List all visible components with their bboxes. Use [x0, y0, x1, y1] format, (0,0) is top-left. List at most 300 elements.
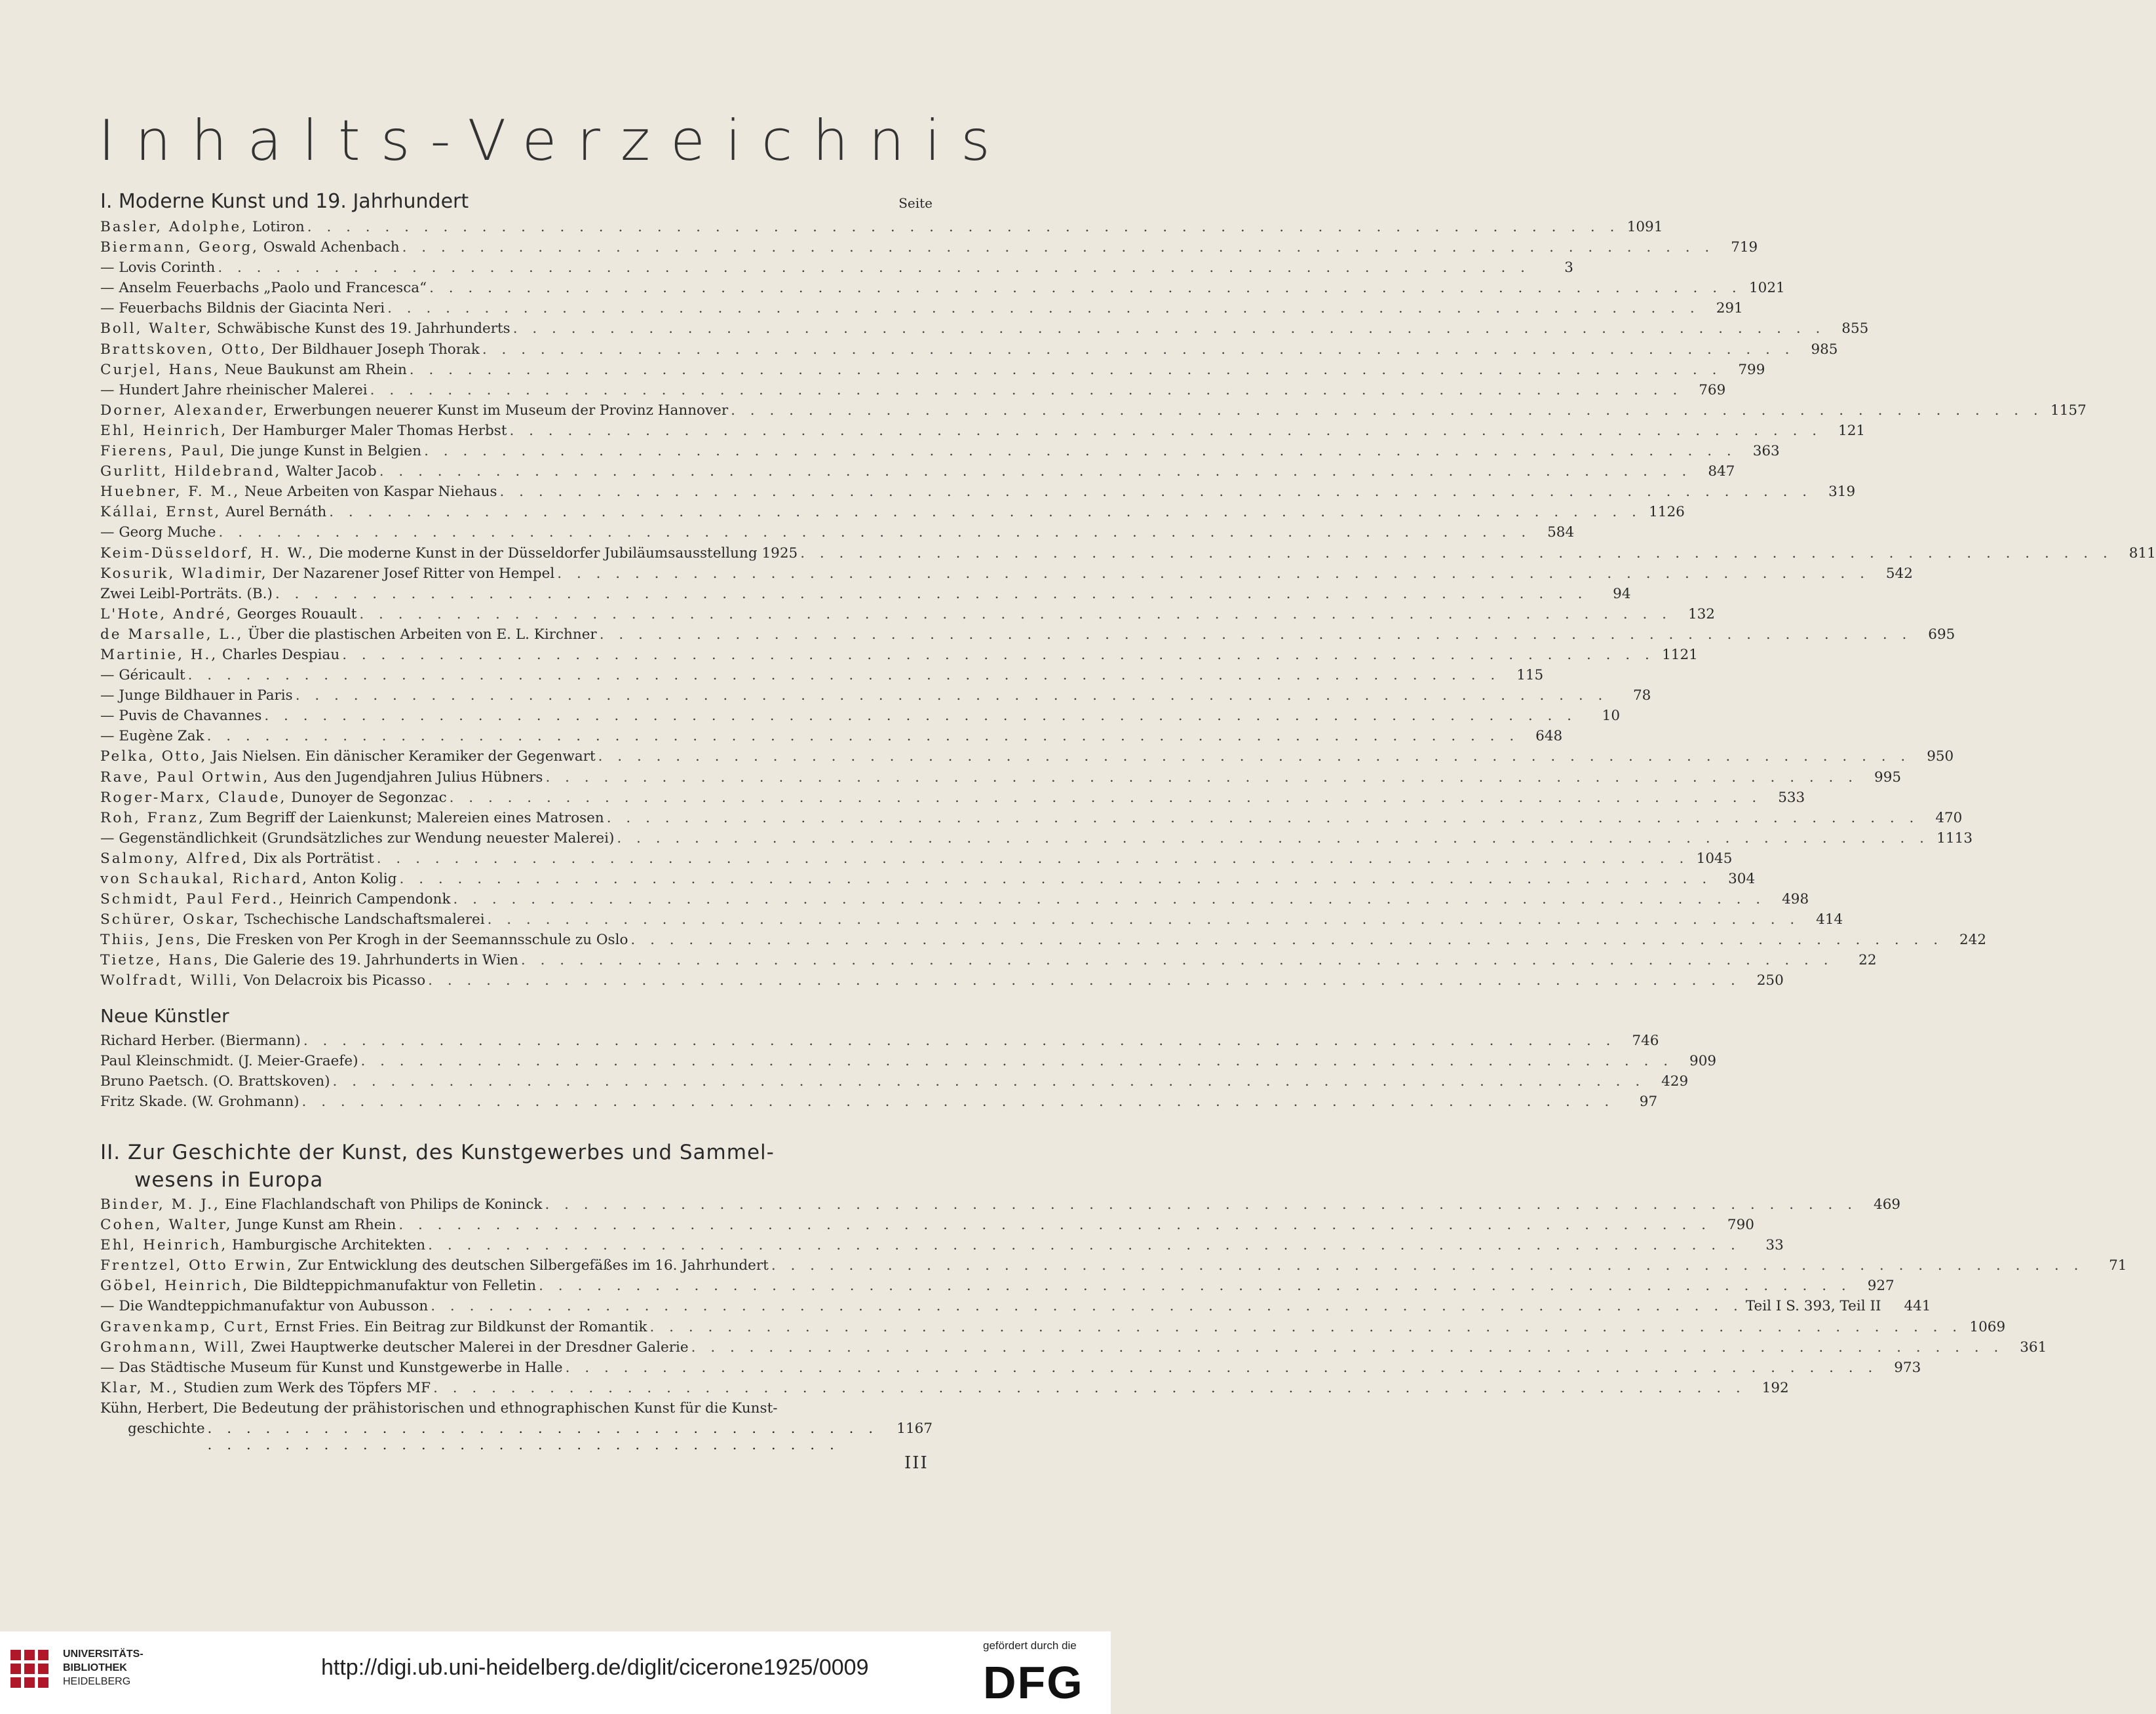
toc-entry — [100, 300, 1743, 320]
toc-entry — [100, 1339, 2047, 1360]
toc-entry — [100, 463, 1735, 484]
entry-title: Zur Entwicklung des deutschen Silbergefäßes im 16. Jahrhundert — [298, 1257, 769, 1274]
entry-page: 71 — [2109, 1257, 2127, 1274]
leader-dots: . . . . . . . . . . . . . . . . . . . . . . . . . . . . . . . . . . . . . . . . . . . . . . . . . . . . . . . . . . . . . . . . . . . . — [731, 402, 2043, 419]
entry-author: Ehl, Heinrich, — [100, 422, 228, 439]
leader-dots: . . . . . . . . . . . . . . . . . . . . . . . . . . . . . . . . . . . . . . . . . . . . . . . . . . . . . . . . . . . . . . . . . . . . — [402, 239, 1715, 256]
leader-dots: . . . . . . . . . . . . . . . . . . . . . . . . . . . . . . . . . . . . . . . . . . . . . . . . . . . . . . . . . . . . . . . . . . . . — [206, 728, 1520, 745]
entry-page: 799 — [1738, 361, 1765, 378]
entry-page: 542 — [1885, 565, 1913, 582]
entry-text — [100, 972, 425, 989]
entry-title: Aus den Jugendjahren Julius Hübners — [274, 769, 543, 786]
leader-dots: . . . . . . . . . . . . . . . . . . . . . . . . . . . . . . . . . . . . . . . . . . . . . . . . . . . . . . . . . . . . . . . . . . . . — [606, 809, 1919, 826]
seite-label: Seite — [898, 195, 933, 211]
section2-heading-line1: II. Zur Geschichte der Kunst, des Kunstgewerbes und Sammel- — [100, 1140, 775, 1164]
entry-page: 847 — [1708, 463, 1735, 480]
entry-page: 363 — [1752, 443, 1780, 460]
toc-entry — [100, 524, 1575, 544]
entry-text — [100, 1033, 301, 1049]
entry-title: Dunoyer de Segonzac — [291, 789, 447, 806]
leader-dots: . . . . . . . . . . . . . . . . . . . . . . . . . . . . . . . . . . . . . . . . . . . . . . . . . . . . . . . . . . . . . . . . . . . . — [379, 463, 1692, 480]
entry-author: Wolfradt, Willi, — [100, 972, 239, 989]
leader-dots: . . . . . . . . . . . . . . . . . . . . . . . . . . . . . . . . . . . . . . . . . . . . . . . . . . . . . . . . . . . . . . . . . . . . — [428, 972, 1741, 989]
entry-page: 361 — [2020, 1339, 2047, 1356]
entry-text — [100, 443, 421, 459]
source-url-link[interactable]: http://digi.ub.uni-heidelberg.de/diglit/cicerone1925/0009 — [321, 1655, 869, 1680]
entry-page: 78 — [1632, 687, 1651, 704]
section2-heading — [100, 1139, 933, 1194]
entry-text — [100, 810, 604, 826]
leader-dots: . . . . . . . . . . . . . . . . . . . . . . . . . . . . . . . . . . . . . . . . . . . . . . . . . . . . . . . . . . . . . . . . . . . . — [545, 1196, 1858, 1213]
subsection-heading: Neue Künstler — [100, 1004, 229, 1027]
toc-entry — [100, 381, 1726, 402]
entry-page: 469 — [1874, 1196, 1901, 1213]
leader-dots: . . . . . . . . . . . . . . . . . . . . . . . . . . . . . . . . . . . . . . . . . . . . . . . . . . . . . . . . . . . . . . . . . . . . — [539, 1278, 1851, 1295]
entry-title: Erwerbungen neuerer Kunst im Museum der Provinz Hannover — [273, 402, 729, 419]
entry-text — [100, 1278, 536, 1294]
leader-dots: . . . . . . . . . . . . . . . . . . . . . . . . . . . . . . . . . . . . . . . . . . . . . . . . . . . . . . . . . . . . . . . . . . . . — [307, 219, 1620, 235]
leader-dots: . . . . . . . . . . . . . . . . . . . . . . . . . . . . . . . . . . . . . . . . . . . . . . . . . . . . . . . . . . . . . . . . . . . . — [617, 829, 1929, 847]
entry-page: 927 — [1867, 1278, 1895, 1295]
entry-author: Binder, M. J., — [100, 1196, 220, 1213]
toc-entry — [100, 829, 1973, 850]
toc-entry — [100, 361, 1765, 382]
leader-dots: . . . . . . . . . . . . . . . . . . . . . . . . . . . . . . . . . . . . . . . . . . . . . . . . . . . . . . . . . . . . . . . . . . . . — [301, 1093, 1615, 1110]
entry-page: 3 — [1564, 259, 1573, 276]
entry-author: von Schaukal, Richard, — [100, 871, 309, 887]
entry-author: Grohmann, Will, — [100, 1339, 246, 1356]
toc-entry — [100, 871, 1756, 891]
entry-title: Neue Arbeiten von Kaspar Niehaus — [244, 484, 497, 501]
leader-dots: . . . . . . . . . . . . . . . . . . . . . . . . . . . . . . . . . . . . . . . . . . . . . . . . . . . . . . . . . . . . . . . . . . . . — [433, 1379, 1746, 1396]
toc-entry — [100, 891, 1809, 911]
entry-page: 719 — [1731, 239, 1758, 256]
entry-title: Schwäbische Kunst des 19. Jahrhunderts — [217, 320, 510, 337]
page-number: III — [904, 1453, 929, 1473]
entry-author: Basler, Adolphe, — [100, 219, 248, 235]
library-name-line: BIBLIOTHEK — [63, 1662, 127, 1673]
entry-text — [100, 911, 485, 928]
entry-page: 790 — [1727, 1217, 1754, 1234]
leader-dots: . . . . . . . . . . . . . . . . . . . . . . . . . . . . . . . . . . . . . . . . . . . . . . . . . . . . . . . . . . . . . . . . . . . . — [387, 300, 1700, 317]
entry-author: Tietze, Hans, — [100, 952, 220, 969]
leader-dots: . . . . . . . . . . . . . . . . . . . . . . . . . . . . . . . . . . . . . . . . . . . . . . . . . . . . . . . . . . . . . . . . . . . . — [264, 708, 1577, 725]
entry-page: 1045 — [1696, 850, 1733, 867]
leader-dots: . . . . . . . . . . . . . . . . . . . . . . . . . . . . . . . . . . . . . . . . . . . . . . . . . . . . . . . . . . . . . . . . . . . . — [691, 1339, 2004, 1356]
entry-text — [100, 790, 447, 806]
entry-title-continued: geschichte — [128, 1420, 205, 1437]
entry-page: 429 — [1661, 1073, 1689, 1090]
toc-entry — [100, 1298, 1931, 1318]
entry-author: Curjel, Hans, — [100, 361, 220, 378]
entry-title: Die junge Kunst in Belgien — [230, 443, 422, 460]
entry-page: 97 — [1639, 1093, 1658, 1110]
leader-dots: . . . . . . . . . . . . . . . . . . . . . . . . . . . . . . . . . . . . . . . . . . . . . . . . . . . . . . . . . . . . . . . . . . . . — [218, 259, 1530, 276]
toc-entry — [100, 1073, 1689, 1094]
entry-author: Gurlitt, Hildebrand, — [100, 463, 282, 480]
entry-text — [100, 952, 518, 968]
leader-dots: . . . . . . . . . . . . . . . . . . . . . . . . . . . . . . . . . . . . . . . . . . . . . . . . . . . . . . . . . . . . . . . . . . . . — [399, 871, 1712, 887]
entry-page: 132 — [1687, 605, 1715, 622]
entry-text — [100, 504, 326, 520]
toc-entry — [100, 1400, 933, 1453]
entry-title: — Lovis Corinth — [100, 259, 216, 276]
entry-text — [100, 1053, 358, 1069]
leader-dots: . . . . . . . . . . . . . . . . . . . . . . . . . . . . . . . . . . . . . . . . . . . . . . . . . . . . . . . . . . . . . . . . . . . . — [376, 850, 1689, 867]
leader-dots: . . . . . . . . . . . . . . . . . . . . . . . . . . . . . . . . . . . . . . . . . . . . . . . . . . . . . . . . . . . . . . . . . . . . — [630, 932, 1944, 949]
leader-dots: . . . . . . . . . . . . . . . . . . . . . . . . . . . . . . . . . . . . . . . . . . . . . . . . . . . . . . . . . . . . . . . . . . . . — [487, 911, 1800, 928]
entry-text — [100, 239, 400, 256]
entry-page: 1021 — [1748, 280, 1785, 297]
toc-entry — [100, 422, 1866, 443]
leader-dots: . . . . . . . . . . . . . . . . . . . . . . . . . . . . . . . . . . . . . . . . . . . . . . . . . . . . . . . . . . . . . . . . . . . . — [520, 952, 1834, 969]
entry-title: Paul Kleinschmidt. (J. Meier-Graefe) — [100, 1052, 358, 1069]
entry-text — [100, 932, 628, 948]
entry-text — [100, 748, 596, 765]
entry-line — [100, 1420, 933, 1453]
toc-entry — [100, 585, 1631, 606]
entry-author: Göbel, Heinrich, — [100, 1278, 250, 1295]
entry-title: Die Fresken von Per Krogh in der Seemannsschule zu Oslo — [206, 932, 628, 949]
toc-entry — [100, 1318, 2006, 1339]
leader-dots: . . . . . . . . . . . . . . . . . . . . . . . . . . . . . . . . . . . . . . . . . . . . . . . . . . . . . . . . . . . . . . . . . . . . — [332, 1073, 1646, 1090]
entry-title: — Feuerbachs Bildnis der Giacinta Neri — [100, 300, 385, 317]
funding-note: gefördert durch die — [983, 1639, 1077, 1652]
toc-entry — [100, 443, 1780, 463]
entry-author: Rave, Paul Ortwin, — [100, 769, 270, 786]
entry-text — [100, 1339, 689, 1356]
entry-title: Der Nazarener Josef Ritter von Hempel — [272, 565, 555, 582]
entry-text — [100, 687, 293, 704]
entry-text — [100, 830, 614, 847]
dfg-logo-text: DFG — [983, 1657, 1084, 1708]
entry-author: Schmidt, Paul Ferd., — [100, 891, 286, 908]
leader-dots: . . . . . . . . . . . . . . . . . . . . . . . . . . . . . . . . . . . . . . . . . . . . . . . . . . . . . . . . . . . . . . . . . . . . — [329, 504, 1642, 521]
toc-entry — [100, 769, 1902, 790]
leader-dots: . . . . . . . . . . . . . . . . . . . . . . . . . . . . . . . . . . . . . . . . . . . . . . . . . . . . . . . . . . . . . . . . . . . . — [370, 381, 1683, 398]
toc-entry — [100, 219, 1663, 239]
entry-title: Lotiron — [252, 219, 305, 235]
entry-text — [100, 1217, 396, 1233]
entry-author: Kosurik, Wladimir, — [100, 565, 268, 582]
entry-page: 319 — [1828, 484, 1856, 501]
library-name — [63, 1647, 144, 1688]
entry-author: Brattskoven, Otto, — [100, 341, 267, 358]
leader-dots: . . . . . . . . . . . . . . . . . . . . . . . . . . . . . . . . . . . . . . . . . . . . . . . . . . . . . . . . . . . . . . . . . . . . — [431, 1298, 1743, 1315]
toc-content — [100, 190, 2156, 1453]
toc-entry — [100, 1257, 2127, 1278]
entry-title: — Gegenständlichkeit (Grundsätzliches zur Wendung neuester Malerei) — [100, 829, 615, 847]
leader-dots: . . . . . . . . . . . . . . . . . . . . . . . . . . . . . . . . . . . . . . . . . . . . . . . . . . . . . . . . . . . . . . . . . . . . — [649, 1318, 1963, 1335]
leader-dots: . . . . . . . . . . . . . . . . . . . . . . . . . . . . . . . . . . . . . . . . . . . . . . . . . . . . . . . . . . . . . . . . . . . . — [360, 1052, 1674, 1069]
entry-author: Gravenkamp, Curt, — [100, 1318, 271, 1335]
entry-text — [100, 463, 377, 480]
entry-text — [100, 280, 427, 296]
entry-page: 291 — [1716, 300, 1743, 317]
entry-text — [100, 1073, 330, 1090]
leader-dots: . . . . . . . . . . . . . . . . . . . . . . . . . . . . . . . . . . . . . . . . . . . . . . . . . . . . . . . . . . . . . . . . . . . . — [359, 605, 1672, 622]
leader-dots: . . . . . . . . . . . . . . . . . . . . . . . . . . . . . . . . . . . . . . . . . . . . . . . . . . . . . . . . . . . . . . . . . . . . — [557, 565, 1870, 582]
entry-title: Oswald Achenbach — [263, 239, 400, 256]
entry-page: 695 — [1928, 626, 1955, 643]
entry-author: Pelka, Otto, — [100, 748, 208, 765]
entry-text — [100, 1319, 647, 1335]
entry-page: 1091 — [1627, 219, 1663, 235]
entry-text — [100, 1237, 425, 1253]
entry-title: — Das Städtische Museum für Kunst und Kunstgewerbe in Halle — [100, 1359, 563, 1376]
entry-text — [100, 626, 597, 643]
leader-dots: . . . . . . . . . . . . . . . . . . . . . . . . . . . . . . . . . . . . . . . . . . . . . . . . . . . . . . . . . . . . . . . . . . . . — [509, 422, 1822, 439]
section2-heading-line2: wesens in Europa — [134, 1168, 324, 1192]
leader-dots: . . . . . . . . . . . . . . . . . . . . . . . . . . . . . . . . . . . . . . . . . . . . . . . . . . . . . . . . . . . . . . . . . . . . — [453, 891, 1766, 908]
entry-title: — Géricault — [100, 667, 185, 684]
leader-dots: . . . . . . . . . . . . . . . . . . . . . . . . . . . . . . . . . . . . . . . . . . . . . . . . . . . . . . . . . . . . . . . . . . . . — [800, 544, 2113, 562]
entry-text — [100, 300, 385, 316]
entry-title: Die moderne Kunst in der Düsseldorfer Jubiläumsausstellung 1925 — [318, 544, 798, 562]
entry-page: 470 — [1935, 809, 1963, 826]
entry-page: 441 — [1904, 1298, 1931, 1315]
entry-title: Studien zum Werk des Töpfers MF — [183, 1379, 431, 1396]
toc-entry — [100, 809, 1963, 830]
toc-entry — [100, 605, 1715, 626]
entry-page: 498 — [1782, 891, 1809, 908]
entry-title: Zum Begriff der Laienkunst; Malereien eines Matrosen — [209, 809, 604, 826]
entry-title: Hamburgische Architekten — [232, 1237, 426, 1254]
leader-dots: . . . . . . . . . . . . . . . . . . . . . . . . . . . . . . . . . . . . . . . . . . . . . . . . . . . . . . . . . . . . . . . . . . . . — [482, 341, 1795, 358]
library-name-line: HEIDELBERG — [63, 1676, 131, 1687]
toc-entry — [100, 687, 1651, 708]
entry-text — [100, 320, 510, 337]
entry-text — [100, 545, 798, 562]
entry-author: Frentzel, Otto Erwin, — [100, 1257, 294, 1274]
entry-page: 985 — [1811, 341, 1838, 358]
entry-title: Dix als Porträtist — [253, 850, 374, 867]
entry-title: — Anselm Feuerbachs „Paolo und Francesca“ — [100, 280, 427, 297]
toc-entry — [100, 259, 1573, 280]
toc-entry — [100, 1237, 1784, 1257]
entry-text — [100, 402, 728, 419]
entry-page: 1126 — [1649, 504, 1685, 521]
toc-entry — [100, 728, 1563, 748]
entry-text — [100, 565, 554, 582]
entry-author: Ehl, Heinrich, — [100, 1237, 228, 1254]
entry-text — [100, 586, 273, 602]
entry-author: Biermann, Georg, — [100, 239, 259, 256]
leader-dots: . . . . . . . . . . . . . . . . . . . . . . . . . . . . . . . . . . . . . . . . . . . . . . . . . . . . . . . . . . . . . . . . . . . . — [599, 626, 1912, 643]
entry-text — [100, 1360, 563, 1376]
leader-dots: . . . . . . . . . . . . . . . . . . . . . . . . . . . . . . . . . . . . . . . . . . . . . . . . . . . . . . . . . . . . . . . . . . . . — [295, 687, 1608, 704]
toc-entry — [100, 667, 1544, 687]
toc-entry — [100, 952, 1877, 972]
entry-text — [100, 1298, 428, 1314]
entry-text — [100, 362, 407, 378]
leader-dots: . . . . . . . . . . . . . . . . . . . . . . . . . . . . . . . . . . . . . . . . . . . . . . . . . . . . . . . . . . . . . . . . . . . . — [275, 585, 1588, 602]
entry-author: de Marsalle, L., — [100, 626, 244, 643]
entry-title: — Puvis de Chavannes — [100, 708, 262, 725]
entry-title: Eine Flachlandschaft von Philips de Koninck — [224, 1196, 543, 1213]
entry-author: Boll, Walter, — [100, 320, 213, 337]
entry-author: Dorner, Alexander, — [100, 402, 269, 419]
toc-entry — [100, 239, 1758, 259]
entry-author: Huebner, F. M., — [100, 484, 241, 501]
entry-title: Die Bildteppichmanufaktur von Felletin — [254, 1278, 537, 1295]
entry-author: Fierens, Paul, — [100, 443, 226, 460]
entry-page: 746 — [1632, 1032, 1659, 1049]
toc-entry — [100, 320, 1869, 341]
toc-entry — [100, 1379, 1789, 1400]
entry-text — [100, 382, 368, 398]
toc-entry — [100, 1359, 1921, 1380]
entry-text — [100, 484, 497, 500]
entry-author: Keim-Düsseldorf, H. W., — [100, 544, 315, 562]
entry-title: — Hundert Jahre rheinischer Malerei — [100, 381, 368, 398]
leader-dots: . . . . . . . . . . . . . . . . . . . . . . . . . . . . . . . . . . . . . . . . . . . . . . . . . . . . . . . . . . . . . . . . . . . . — [398, 1217, 1711, 1234]
leader-dots: . . . . . . . . . . . . . . . . . . . . . . . . . . . . . . . . . . . . . . . . . . . . . . . . . . . . . . . . . . . . . . . . . . . . — [512, 320, 1826, 337]
entry-page: 584 — [1547, 524, 1575, 541]
entry-title: Über die plastischen Arbeiten von E. L. Kirchner — [248, 626, 597, 643]
entry-title: Richard Herber. (Biermann) — [100, 1032, 301, 1049]
toc-entry — [100, 850, 1733, 871]
footer-bar — [0, 1631, 1111, 1714]
entry-page: 855 — [1841, 320, 1869, 337]
toc-entry — [100, 402, 2087, 423]
entry-title: Von Delacroix bis Picasso — [243, 972, 426, 989]
entry-author: Kállai, Ernst, — [100, 504, 221, 521]
toc-entry — [100, 565, 1913, 586]
entry-author: Schürer, Oskar, — [100, 911, 241, 928]
entry-page: 115 — [1516, 667, 1544, 684]
library-name-line: UNIVERSITÄTS- — [63, 1648, 144, 1660]
entry-text — [100, 728, 204, 744]
entry-title: Aurel Bernáth — [225, 504, 327, 521]
entry-title: Georges Rouault — [237, 605, 357, 622]
university-library-logo-icon — [10, 1650, 48, 1688]
entry-text — [100, 850, 374, 867]
toc-entry — [100, 341, 1838, 362]
entry-author: Roh, Franz, — [100, 809, 205, 826]
entry-text — [100, 708, 261, 724]
section-heading — [100, 190, 933, 219]
leader-dots: . . . . . . . . . . . . . . . . . . . . . . . . . . . . . . . . . . . . . . . . . . . . . . . . . . . . . . . . . . . . . . . . . . . . — [565, 1359, 1878, 1376]
toc-entry — [100, 911, 1843, 932]
entry-title: Fritz Skade. (W. Grohmann) — [100, 1093, 299, 1110]
entry-author: Cohen, Walter, — [100, 1217, 233, 1234]
toc-entry — [100, 932, 1987, 952]
dfg-logo-icon — [983, 1657, 1101, 1708]
leader-dots: . . . . . . . . . . . . . . . . . . . . . . . . . . . . . . . . . . . . . . . . . . . . . . . . . . . . . . . . . . . . . . . . . . . . — [409, 361, 1722, 378]
leader-dots: . . . . . . . . . . . . . . . . . . . . . . . . . . . . . . . . . . . . . . . . . . . . . . . . . . . . . . . . . . . . . . . . . . . . — [545, 769, 1858, 786]
toc-entry — [100, 708, 1621, 728]
entry-page: 304 — [1728, 871, 1756, 887]
entry-text — [100, 1094, 299, 1110]
entry-title: Bruno Paetsch. (O. Brattskoven) — [100, 1073, 330, 1090]
toc-entry — [100, 1278, 1895, 1298]
entry-author: Roger-Marx, Claude, — [100, 789, 287, 806]
entry-text — [100, 1196, 542, 1213]
entry-page: 648 — [1535, 728, 1563, 745]
entry-page: 811 — [2128, 544, 2156, 562]
entry-text — [100, 219, 305, 235]
entry-page: 121 — [1838, 422, 1866, 439]
entry-page: 769 — [1699, 381, 1726, 398]
leader-dots: . . . . . . . . . . . . . . . . . . . . . . . . . . . . . . . . . . . . . . . . . . . . . . . . . . . . . . . . . . . . . . . . . . . . — [424, 443, 1737, 460]
entry-text — [100, 871, 397, 887]
entry-text — [100, 606, 356, 622]
leader-dots: . . . . . . . . . . . . . . . . . . . . . . . . . . . . . . . . . . . . . . . . . . . . . . . . . . . . . . . . . . . . . . . . . . . . — [499, 484, 1813, 501]
entry-page: 973 — [1894, 1359, 1921, 1376]
entry-text — [100, 423, 507, 439]
entry-title: Zwei Hauptwerke deutscher Malerei in der Dresdner Galerie — [250, 1339, 689, 1356]
toc-entry — [100, 748, 1954, 769]
entry-text — [100, 259, 215, 276]
toc-entry — [100, 789, 1805, 810]
entry-page: 250 — [1756, 972, 1784, 989]
entry-title: Junge Kunst am Rhein — [237, 1217, 396, 1234]
entry-title: Der Bildhauer Joseph Thorak — [271, 341, 480, 358]
entry-title: — Junge Bildhauer in Paris — [100, 687, 293, 704]
toc-entry — [100, 1196, 1901, 1217]
entry-page: 22 — [1858, 952, 1877, 969]
entry-title: Jais Nielsen. Ein dänischer Keramiker der Gegenwart — [212, 748, 596, 765]
entry-title: Die Bedeutung der prähistorischen und ethnographischen Kunst für die Kunst- — [212, 1400, 778, 1417]
entry-page: 192 — [1761, 1379, 1789, 1396]
entry-page: 1157 — [2050, 402, 2087, 419]
section1-list — [100, 219, 2156, 993]
entry-page: 1121 — [1662, 646, 1698, 663]
entry-page: 1113 — [1936, 829, 1973, 847]
entry-page: 1069 — [1969, 1318, 2006, 1335]
toc-entry — [100, 484, 1856, 504]
toc-entry — [100, 504, 1685, 524]
toc-entry — [100, 972, 1784, 993]
entry-page: 414 — [1816, 911, 1843, 928]
entry-title: Die Galerie des 19. Jahrhunderts in Wien — [224, 952, 518, 969]
entry-page: 950 — [1927, 748, 1954, 765]
leader-dots: . . . . . . . . . . . . . . . . . . . . . . . . . . . . . . . . . . . . . . . . . . . . . . . . . . . . . . . . . . . . . . . . . . . . — [218, 524, 1531, 541]
neue-kuenstler-list — [100, 1032, 1717, 1114]
entry-text — [100, 647, 339, 663]
toc-entry — [100, 544, 2156, 565]
entry-page: 10 — [1602, 708, 1621, 725]
toc-entry — [100, 646, 1698, 667]
entry-title: Heinrich Campendonk — [289, 891, 451, 908]
leader-dots: . . . . . . . . . . . . . . . . . . . . . . . . . . . . . . . . . . . . . . . . . . . . . . . . . . . . . . . . . . . . . . . . . . . . — [771, 1257, 2084, 1274]
leader-dots: . . . . . . . . . . . . . . . . . . . . . . . . . . . . . . . . . . . . . . . . . . . . . . . . . . . . . . . . . . . . . . . . . . . . — [207, 1420, 879, 1453]
toc-entry — [100, 280, 1785, 300]
entry-title: Zwei Leibl-Porträts. (B.) — [100, 585, 273, 602]
entry-author: Salmony, Alfred, — [100, 850, 249, 867]
entry-text — [100, 524, 216, 541]
entry-text — [100, 341, 480, 358]
entry-text — [100, 1380, 431, 1396]
section-title: I. Moderne Kunst und 19. Jahrhundert — [100, 190, 469, 213]
leader-dots: . . . . . . . . . . . . . . . . . . . . . . . . . . . . . . . . . . . . . . . . . . . . . . . . . . . . . . . . . . . . . . . . . . . . — [429, 280, 1742, 297]
entry-line — [100, 1400, 933, 1420]
entry-title: — Eugène Zak — [100, 728, 204, 745]
toc-entry — [100, 1217, 1754, 1237]
entry-title: Walter Jacob — [286, 463, 377, 480]
page-title: Inhalts-Verzeichnis — [98, 108, 1011, 174]
toc-entry — [100, 1093, 1658, 1114]
toc-entry — [100, 1032, 1659, 1053]
entry-author: Martinie, H., — [100, 646, 218, 663]
leader-dots: . . . . . . . . . . . . . . . . . . . . . . . . . . . . . . . . . . . . . . . . . . . . . . . . . . . . . . . . . . . . . . . . . . . . — [598, 748, 1911, 765]
leader-dots: . . . . . . . . . . . . . . . . . . . . . . . . . . . . . . . . . . . . . . . . . . . . . . . . . . . . . . . . . . . . . . . . . . . . — [187, 667, 1501, 684]
entry-extra: Teil I S. 393, Teil II — [1745, 1298, 1881, 1315]
entry-author: Thiis, Jens, — [100, 932, 202, 949]
entry-text — [100, 1257, 769, 1274]
entry-title: Tschechische Landschaftsmalerei — [244, 911, 485, 928]
